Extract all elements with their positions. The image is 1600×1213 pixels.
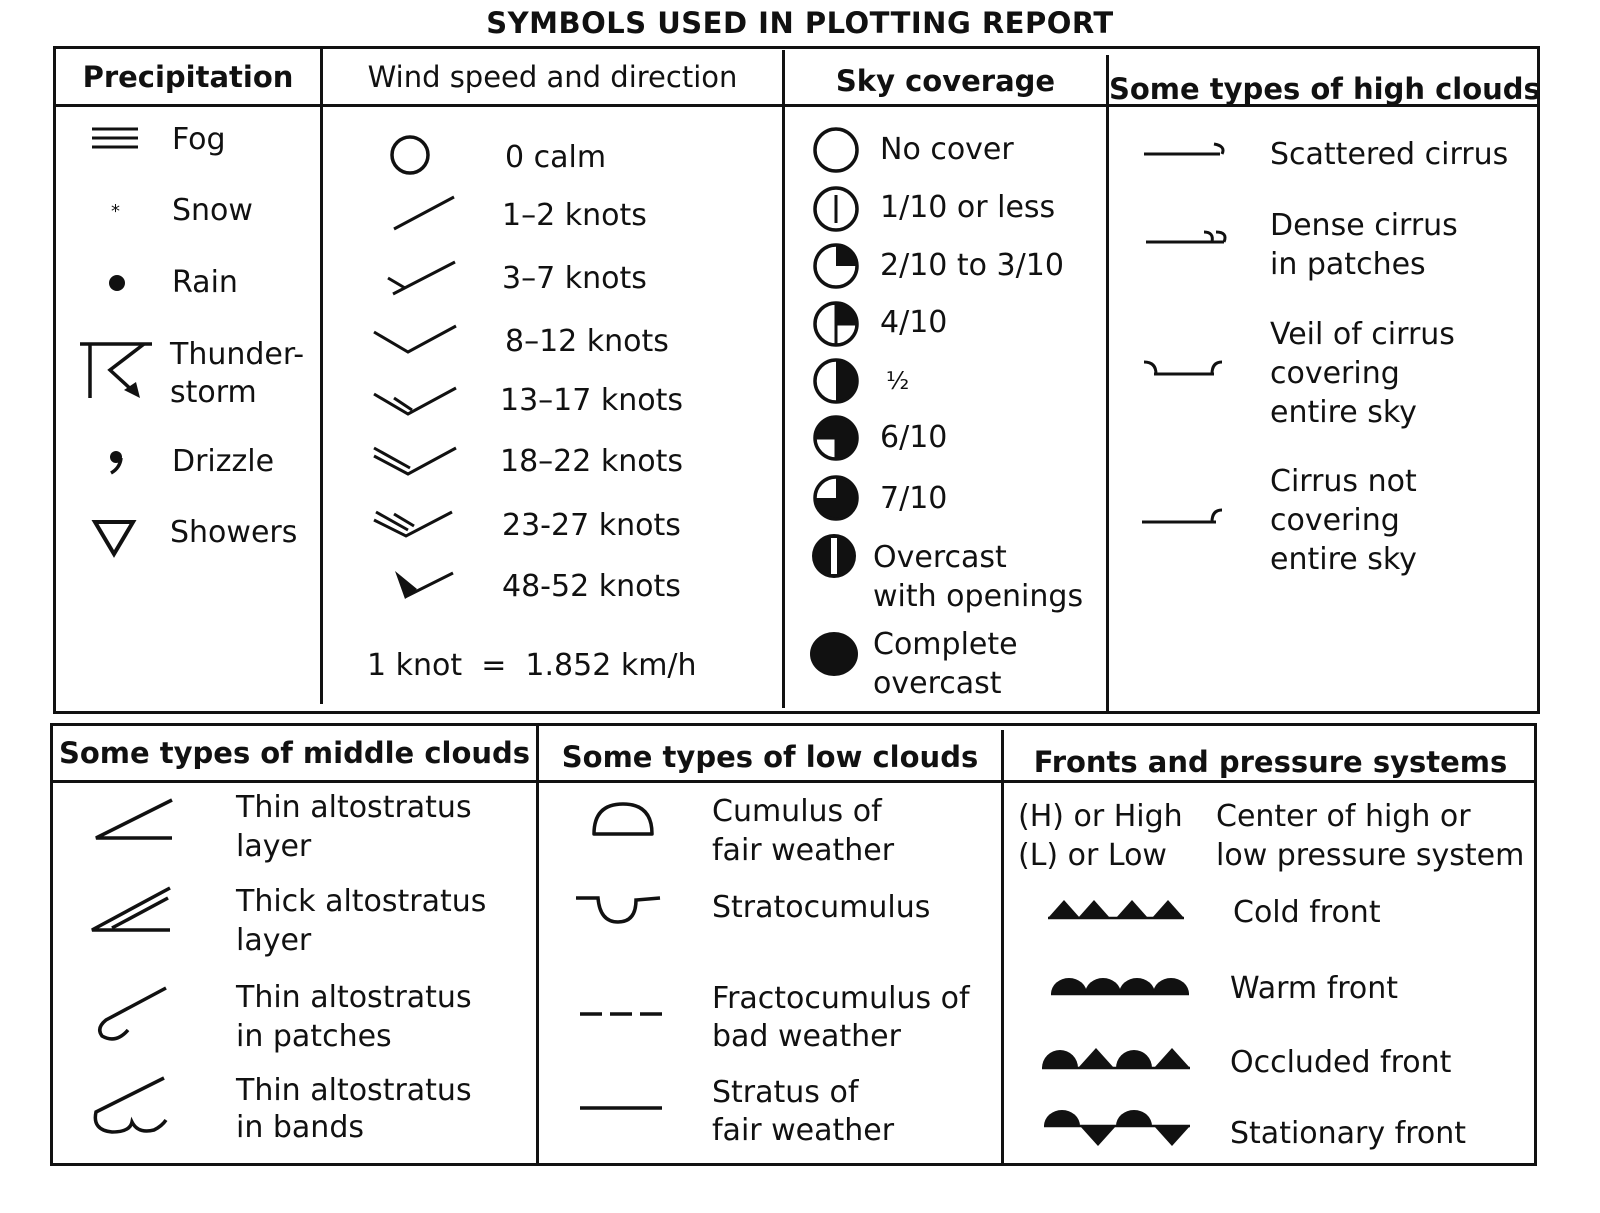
precipitation-header: Precipitation bbox=[82, 60, 294, 94]
middle-label-bands-2: in bands bbox=[236, 1110, 364, 1145]
wind-label-8-12: 8–12 knots bbox=[505, 324, 669, 359]
sky-header: Sky coverage bbox=[835, 64, 1056, 98]
stationary-front-icon bbox=[1042, 1106, 1192, 1150]
sky-complete-overcast-icon bbox=[809, 630, 859, 678]
middle-label-bands-1: Thin altostratus bbox=[236, 1073, 472, 1108]
wind-label-calm: 0 calm bbox=[505, 140, 607, 175]
cumulus-icon bbox=[590, 800, 656, 840]
high-label-not-covering-2: covering bbox=[1270, 503, 1400, 538]
wind-barb-3-7-icon bbox=[385, 258, 460, 300]
sky-label-no-cover: No cover bbox=[880, 132, 1014, 167]
fog-icon bbox=[90, 126, 140, 152]
sky-2-3-10-icon bbox=[812, 242, 860, 290]
middle-clouds-header: Some types of middle clouds bbox=[58, 736, 531, 770]
pressure-symbol-high: (H) or High bbox=[1018, 799, 1183, 834]
sky-label-4-10: 4/10 bbox=[880, 305, 948, 340]
drizzle-icon bbox=[108, 449, 124, 475]
top-col-divider-1 bbox=[320, 46, 323, 704]
sky-label-2-3-10: 2/10 to 3/10 bbox=[880, 248, 1064, 283]
low-label-stratocumulus: Stratocumulus bbox=[712, 890, 931, 925]
wind-barb-1-2-icon bbox=[390, 195, 460, 235]
high-label-veil-2: covering bbox=[1270, 356, 1400, 391]
stratocumulus-icon bbox=[574, 892, 664, 932]
rain-icon bbox=[107, 273, 127, 293]
stratus-icon bbox=[578, 1102, 664, 1114]
high-label-scattered: Scattered cirrus bbox=[1270, 137, 1509, 172]
middle-label-patches-1: Thin altostratus bbox=[236, 980, 472, 1015]
low-label-fractocumulus-2: bad weather bbox=[712, 1019, 901, 1054]
fractocumulus-icon bbox=[578, 1008, 664, 1020]
low-label-stratus-1: Stratus of bbox=[712, 1075, 859, 1110]
precip-label-snow: Snow bbox=[172, 193, 253, 228]
middle-label-patches-2: in patches bbox=[236, 1019, 392, 1054]
wind-label-18-22: 18–22 knots bbox=[500, 444, 684, 479]
wind-barb-23-27-icon bbox=[372, 506, 456, 542]
altostratus-patches-icon bbox=[94, 984, 170, 1044]
bottom-header-divider bbox=[50, 780, 1537, 783]
thick-altostratus-layer-icon bbox=[88, 884, 174, 936]
wind-label-23-27: 23-27 knots bbox=[502, 508, 681, 543]
pressure-desc-2: low pressure system bbox=[1216, 838, 1525, 873]
front-label-cold: Cold front bbox=[1233, 895, 1381, 930]
wind-label-1-2: 1–2 knots bbox=[502, 198, 647, 233]
warm-front-icon bbox=[1049, 974, 1191, 998]
pressure-symbol-low: (L) or Low bbox=[1018, 838, 1167, 873]
wind-label-3-7: 3–7 knots bbox=[502, 261, 647, 296]
precip-label-fog: Fog bbox=[172, 122, 226, 157]
veil-cirrus-icon bbox=[1142, 356, 1226, 380]
high-label-veil-3: entire sky bbox=[1270, 395, 1417, 430]
sky-no-cover-icon bbox=[812, 126, 860, 174]
sky-label-complete-1: Complete bbox=[873, 627, 1018, 662]
altostratus-bands-icon bbox=[90, 1074, 172, 1138]
wind-label-13-17: 13–17 knots bbox=[500, 383, 684, 418]
low-label-cumulus-2: fair weather bbox=[712, 833, 895, 868]
sky-label-1-10: 1/10 or less bbox=[880, 190, 1056, 225]
sky-label-overcast-1: Overcast bbox=[873, 540, 1007, 575]
sky-label-half: ½ bbox=[886, 367, 910, 395]
snow-icon bbox=[111, 201, 123, 222]
sky-overcast-openings-icon bbox=[810, 532, 858, 580]
svg-text:*: * bbox=[111, 201, 120, 222]
high-label-not-covering-1: Cirrus not bbox=[1270, 464, 1417, 499]
wind-barb-18-22-icon bbox=[372, 442, 460, 480]
high-label-dense-1: Dense cirrus bbox=[1270, 208, 1458, 243]
sky-label-6-10: 6/10 bbox=[880, 420, 948, 455]
cirrus-not-covering-icon bbox=[1140, 504, 1226, 528]
wind-label-48-52: 48-52 knots bbox=[502, 569, 681, 604]
scattered-cirrus-icon bbox=[1142, 140, 1228, 164]
showers-icon bbox=[92, 518, 136, 558]
sky-half-icon bbox=[812, 357, 860, 405]
middle-label-thick-layer-2: layer bbox=[236, 923, 312, 958]
precip-label-drizzle: Drizzle bbox=[172, 444, 275, 479]
front-label-occluded: Occluded front bbox=[1230, 1045, 1452, 1080]
wind-pennant-48-52-icon bbox=[393, 567, 457, 603]
high-label-veil-1: Veil of cirrus bbox=[1270, 317, 1455, 352]
wind-header: Wind speed and direction bbox=[367, 60, 738, 94]
sky-label-overcast-2: with openings bbox=[873, 579, 1084, 614]
top-col-divider-3 bbox=[1106, 55, 1109, 713]
front-label-warm: Warm front bbox=[1230, 971, 1399, 1006]
sky-label-complete-2: overcast bbox=[873, 666, 1002, 701]
page-title: SYMBOLS USED IN PLOTTING REPORT bbox=[486, 6, 1114, 40]
wind-barb-13-17-icon bbox=[372, 382, 460, 420]
thin-altostratus-layer-icon bbox=[92, 796, 176, 846]
middle-label-thin-layer-1: Thin altostratus bbox=[236, 790, 472, 825]
precip-label-thunderstorm-1: Thunder- bbox=[170, 337, 305, 372]
front-label-stationary: Stationary front bbox=[1230, 1116, 1467, 1151]
high-label-not-covering-3: entire sky bbox=[1270, 542, 1417, 577]
precip-label-rain: Rain bbox=[172, 265, 238, 300]
thunderstorm-icon bbox=[78, 340, 156, 402]
precip-label-showers: Showers bbox=[170, 515, 298, 550]
middle-label-thick-layer-1: Thick altostratus bbox=[236, 884, 487, 919]
dense-cirrus-icon bbox=[1144, 224, 1232, 250]
low-clouds-header: Some types of low clouds bbox=[561, 740, 979, 774]
low-label-fractocumulus-1: Fractocumulus of bbox=[712, 981, 970, 1016]
pressure-desc-1: Center of high or bbox=[1216, 799, 1471, 834]
cold-front-icon bbox=[1046, 896, 1186, 922]
precip-label-thunderstorm-2: storm bbox=[170, 375, 257, 410]
knot-conversion-note: 1 knot = 1.852 km/h bbox=[367, 648, 697, 683]
sky-label-7-10: 7/10 bbox=[880, 481, 948, 516]
sky-6-10-icon bbox=[812, 414, 860, 462]
sky-7-10-icon bbox=[812, 474, 860, 522]
sky-4-10-icon bbox=[812, 300, 860, 348]
top-col-divider-2 bbox=[782, 50, 785, 708]
low-label-stratus-2: fair weather bbox=[712, 1113, 895, 1148]
low-label-cumulus-1: Cumulus of bbox=[712, 794, 882, 829]
bottom-col-divider-2 bbox=[1001, 730, 1004, 1166]
high-clouds-header: Some types of high clouds bbox=[1109, 72, 1541, 106]
sky-1-10-icon bbox=[812, 185, 860, 233]
calm-circle-icon bbox=[389, 134, 431, 176]
bottom-col-divider-1 bbox=[536, 726, 539, 1166]
high-label-dense-2: in patches bbox=[1270, 247, 1426, 282]
fronts-header: Fronts and pressure systems bbox=[1033, 745, 1508, 779]
wind-barb-8-12-icon bbox=[372, 320, 460, 358]
middle-label-thin-layer-2: layer bbox=[236, 829, 312, 864]
occluded-front-icon bbox=[1040, 1044, 1192, 1072]
